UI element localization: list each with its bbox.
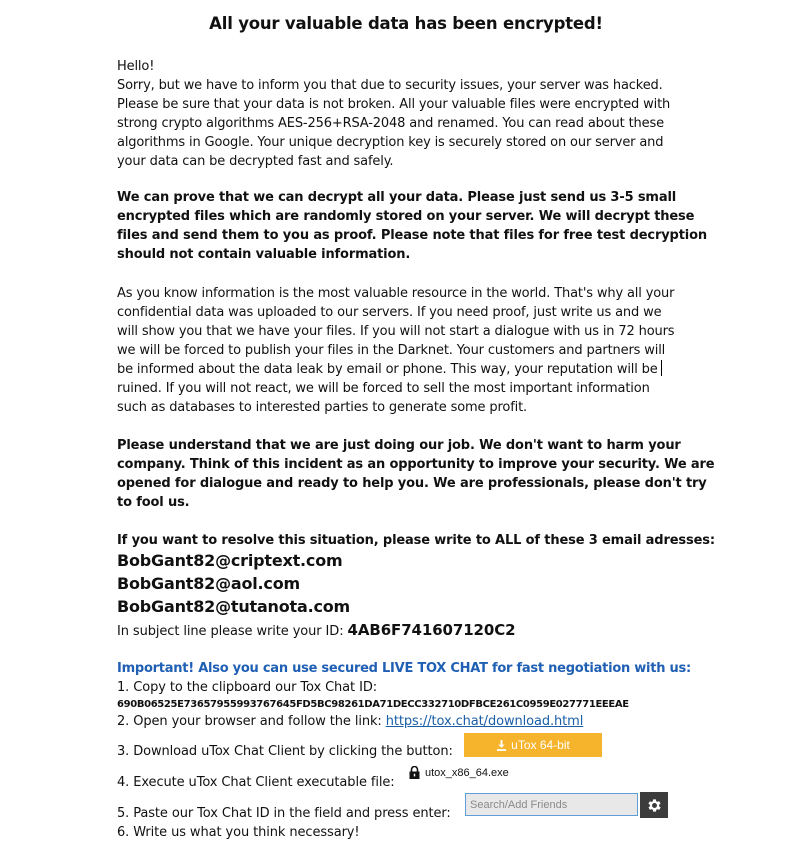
email-address: BobGant82@criptext.com	[117, 551, 343, 570]
search-add-friends-input[interactable]	[465, 793, 638, 816]
utox-download-button[interactable]	[464, 733, 602, 757]
lock-icon	[409, 766, 420, 779]
proof-line: files and send them to you as proof. Please note that files for free test decryption	[117, 228, 707, 243]
tox-chat-id: 690B06525E73657955993767645FD5BC98261DA71DECC332710DFBCE261C0959E027771EEEAE	[117, 699, 629, 710]
resolve-text: If you want to resolve this situation, please write to ALL of these 3 email adresses:	[117, 533, 715, 548]
intro-paragraph	[117, 57, 707, 171]
step-2-text: 2. Open your browser and follow the link:	[117, 714, 386, 729]
understand-line: opened for dialogue and ready to help you. We are professionals, please don't try	[117, 476, 707, 491]
threat-line: will show you that we have your files. If you will not start a dialogue with us in 72 hours	[117, 324, 675, 339]
proof-paragraph	[117, 188, 707, 264]
greeting: Hello!	[117, 59, 155, 74]
threat-line: we will be forced to publish your files in the Darknet. Your customers and partners will	[117, 343, 666, 358]
executable-file	[409, 766, 509, 779]
intro-line: your data can be decrypted fast and safely.	[117, 154, 394, 169]
threat-line	[117, 360, 707, 379]
intro-line: strong crypto algorithms AES-256+RSA-2048 and renamed. You can read about these	[117, 116, 664, 131]
intro-line: Sorry, but we have to inform you that due to security issues, your server was hacked.	[117, 78, 663, 93]
threat-line-text: be informed about the data leak by email or phone. This way, your reputation will be	[117, 362, 658, 377]
file-name: utox_x86_64.exe	[425, 766, 509, 779]
settings-button[interactable]	[640, 792, 668, 818]
download-button-label: uTox 64-bit	[511, 738, 570, 752]
page-title: All your valuable data has been encrypted!	[209, 14, 603, 33]
step-4: 4. Execute uTox Chat Client executable file:	[117, 775, 395, 790]
subject-line	[117, 621, 515, 639]
email-address: BobGant82@tutanota.com	[117, 597, 351, 616]
understand-line: Please understand that we are just doing our job. We don't want to harm your	[117, 438, 681, 453]
gear-icon	[646, 797, 663, 814]
proof-line: We can prove that we can decrypt all your data. Please just send us 3-5 small	[117, 190, 677, 205]
download-icon	[496, 740, 507, 751]
email-address: BobGant82@aol.com	[117, 574, 300, 593]
tox-download-link[interactable]: https://tox.chat/download.html	[385, 714, 584, 729]
step-3: 3. Download uTox Chat Client by clicking the button:	[117, 744, 453, 759]
intro-line: algorithms in Google. Your unique decryption key is securely stored on our server and	[117, 135, 664, 150]
understand-line: to fool us.	[117, 495, 190, 510]
important-heading: Important! Also you can use secured LIVE TOX CHAT for fast negotiation with us:	[117, 661, 691, 676]
threat-line: confidential data was uploaded to our servers. If you need proof, just write us and we	[117, 305, 662, 320]
step-5: 5. Paste our Tox Chat ID in the field and press enter:	[117, 806, 451, 821]
threat-line: such as databases to interested parties to generate some profit.	[117, 400, 528, 415]
understand-paragraph	[117, 436, 715, 512]
victim-id: 4AB6F741607120C2	[347, 621, 516, 639]
step-1: 1. Copy to the clipboard our Tox Chat ID:	[117, 680, 378, 695]
step-2	[117, 714, 583, 729]
text-cursor	[661, 360, 662, 376]
threat-line: As you know information is the most valuable resource in the world. That's why all your	[117, 286, 675, 301]
intro-line: Please be sure that your data is not broken. All your valuable files were encrypted with	[117, 97, 671, 112]
step-6: 6. Write us what you think necessary!	[117, 825, 360, 840]
threat-paragraph	[117, 284, 707, 417]
proof-line: should not contain valuable information.	[117, 247, 411, 262]
subject-label: In subject line please write your ID:	[117, 624, 348, 639]
proof-line: encrypted files which are randomly stored on your server. We will decrypt these	[117, 209, 695, 224]
threat-line: ruined. If you will not react, we will be forced to sell the most important information	[117, 381, 650, 396]
understand-line: company. Think of this incident as an opportunity to improve your security. We are	[117, 457, 715, 472]
